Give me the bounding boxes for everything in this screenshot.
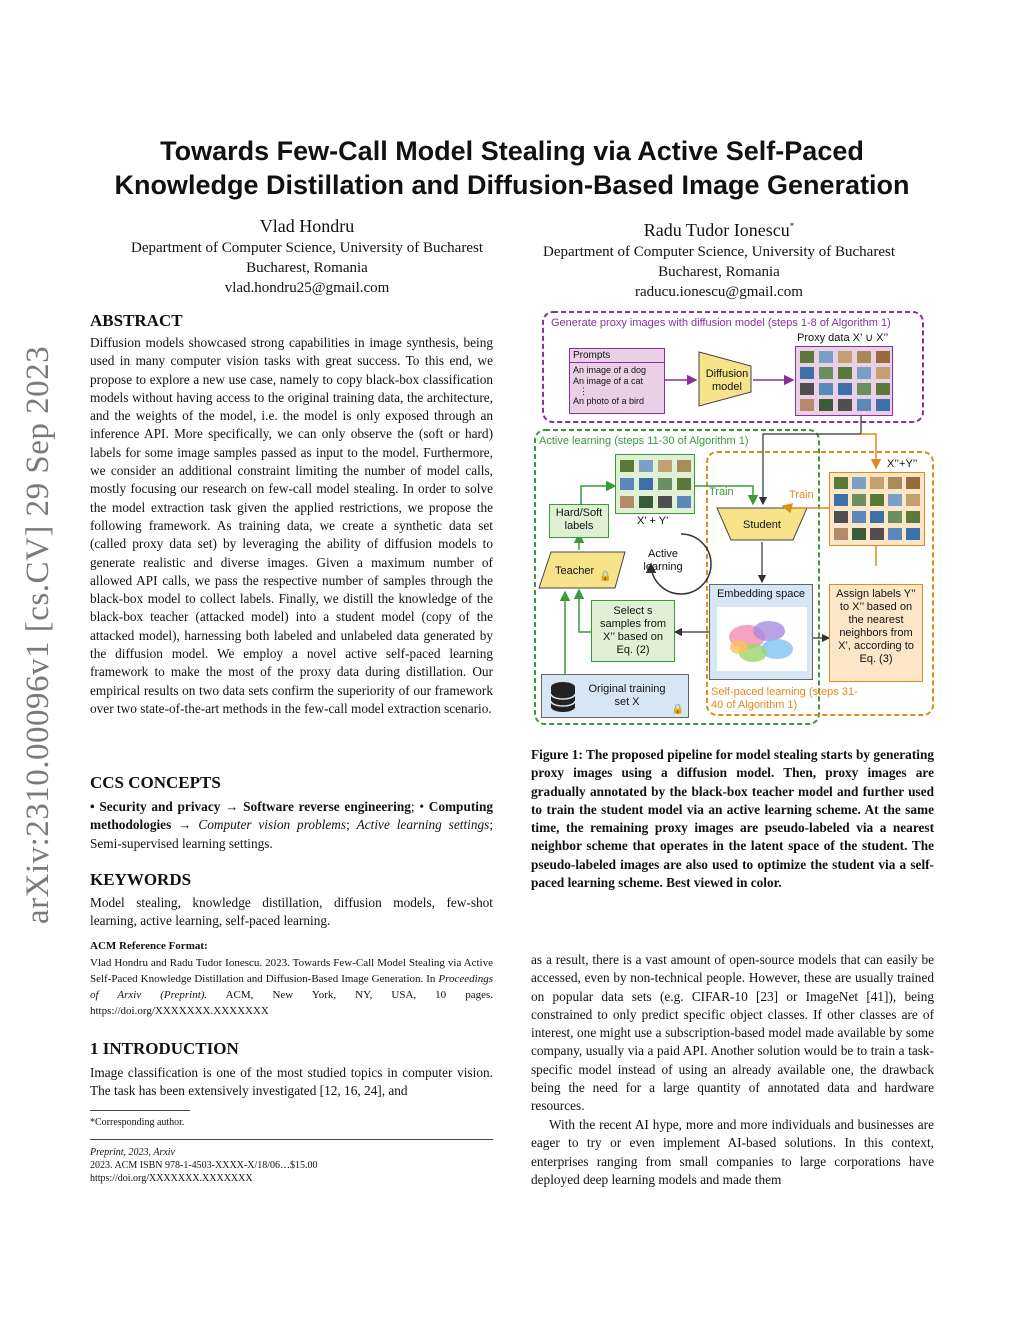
lock-icon: 🔒 bbox=[671, 704, 684, 715]
embedding-space-box bbox=[709, 584, 813, 680]
labeled-image-grid bbox=[615, 454, 695, 514]
proxy-image-thumbnail bbox=[834, 494, 848, 506]
train-label-orange: Train bbox=[789, 489, 814, 501]
author-city: Bucharest, Romania bbox=[658, 264, 780, 280]
proxy-image-thumbnail bbox=[906, 477, 920, 489]
proxy-image-thumbnail bbox=[800, 383, 814, 395]
proxy-image-grid bbox=[795, 346, 893, 416]
proxy-image-thumbnail bbox=[800, 367, 814, 379]
pseudo-set-label: X’’+Y’’ bbox=[887, 458, 918, 470]
preprint-info: Preprint, 2023, Arxiv 2023. ACM ISBN 978-1-4503-XXXX-X/18/06…$15.00 https://doi.org/XXXXXXX.XXXXXXX bbox=[90, 1147, 318, 1184]
prompts-box bbox=[569, 348, 665, 414]
original-training-set-box bbox=[541, 674, 689, 718]
author-2 bbox=[512, 214, 926, 302]
author-email[interactable]: vlad.hondru25@gmail.com bbox=[224, 280, 390, 296]
proxy-image-thumbnail bbox=[857, 367, 871, 379]
proxy-image-thumbnail bbox=[639, 460, 653, 472]
proxy-image-thumbnail bbox=[800, 351, 814, 363]
original-training-label: Original training set X bbox=[588, 683, 666, 708]
proxy-image-thumbnail bbox=[852, 528, 866, 540]
proxy-image-thumbnail bbox=[677, 460, 691, 472]
prompt-dog: An image of a dog bbox=[573, 365, 647, 375]
figure-1 bbox=[531, 308, 941, 728]
proxy-image-thumbnail bbox=[870, 494, 884, 506]
assign-labels-box: Assign labels Y’’ to X’’ based on the nearest neighbors from X’, according to Eq. (3) bbox=[829, 584, 923, 682]
proxy-image-thumbnail bbox=[819, 367, 833, 379]
proxy-image-thumbnail bbox=[677, 496, 691, 508]
proxy-image-thumbnail bbox=[834, 528, 848, 540]
proxy-image-thumbnail bbox=[838, 383, 852, 395]
proxy-image-thumbnail bbox=[834, 511, 848, 523]
title-line-1: Towards Few-Call Model Stealing via Active Self-Paced bbox=[160, 136, 864, 166]
proxy-image-thumbnail bbox=[838, 399, 852, 411]
proxy-image-thumbnail bbox=[852, 511, 866, 523]
footnote: *Corresponding author. bbox=[90, 1117, 185, 1128]
proxy-image-thumbnail bbox=[876, 383, 890, 395]
author-dept: Department of Computer Science, University of Bucharest bbox=[131, 240, 483, 256]
proxy-image-thumbnail bbox=[852, 477, 866, 489]
intro-paragraph-1: as a result, there is a vast amount of open-source models that can easily be accessed, even by non-technical people. However, these are usually trained on popular data sets (e.g. CIFAR-10 [23] or ImageNet [41]), being constrained to only predict specific object classes. If other classes are of interest, one might use a subscription-based model made available by some company, usually via a paid API. Another solution would be to train a task-specific model instead of using an already available one, the drawback being the need for a large quantity of annotated data and hardware resources. bbox=[531, 952, 934, 1114]
proxy-image-thumbnail bbox=[838, 367, 852, 379]
proxy-image-thumbnail bbox=[906, 511, 920, 523]
abstract-heading: ABSTRACT bbox=[90, 311, 183, 330]
lock-icon: 🔒 bbox=[599, 571, 612, 582]
proxy-image-thumbnail bbox=[888, 528, 902, 540]
paper-title bbox=[60, 134, 964, 202]
proxy-image-thumbnail bbox=[639, 496, 653, 508]
proxy-image-thumbnail bbox=[838, 351, 852, 363]
prompts-title: Prompts bbox=[570, 349, 664, 363]
figure-caption: Figure 1: The proposed pipeline for model stealing starts by generating proxy images using a diffusion model. Then, proxy images are gradually annotated by the black-box teacher model and further used to train the student model via an active learning scheme. At the same time, the remaining proxy images are pseudo-labeled via a nearest neighbor scheme that operates in the latent space of the student. The pseudo-labeled images are also used to optimize the student via a self-paced learning scheme. Best viewed in color. bbox=[531, 747, 934, 891]
acm-ref-heading: ACM Reference Format: bbox=[90, 940, 208, 952]
arxiv-stamp: arXiv:2310.00096v1 [cs.CV] 29 Sep 2023 bbox=[20, 345, 56, 924]
proxy-image-thumbnail bbox=[819, 383, 833, 395]
active-learning-label: Active learning bbox=[643, 548, 683, 573]
ccs-heading: CCS CONCEPTS bbox=[90, 773, 221, 792]
proxy-image-thumbnail bbox=[876, 367, 890, 379]
proxy-image-thumbnail bbox=[906, 528, 920, 540]
proxy-image-thumbnail bbox=[876, 351, 890, 363]
generate-label: Generate proxy images with diffusion model (steps 1-8 of Algorithm 1) bbox=[551, 317, 891, 329]
teacher-label: Teacher bbox=[555, 565, 595, 577]
proxy-image-thumbnail bbox=[870, 528, 884, 540]
pseudo-labeled-image-grid bbox=[829, 472, 925, 546]
proxy-image-thumbnail bbox=[906, 494, 920, 506]
proxy-image-thumbnail bbox=[620, 496, 634, 508]
diffusion-label: Diffusion model bbox=[705, 368, 749, 393]
author-city: Bucharest, Romania bbox=[246, 260, 368, 276]
proxy-image-thumbnail bbox=[658, 478, 672, 490]
proxy-image-thumbnail bbox=[658, 460, 672, 472]
train-label-green: Train bbox=[709, 486, 734, 498]
embedding-scatter bbox=[717, 607, 807, 671]
prompt-ellipsis: ⋮ bbox=[579, 386, 588, 396]
self-paced-label: Self-paced learning (steps 31-40 of Algorithm 1) bbox=[711, 686, 858, 711]
proxy-image-thumbnail bbox=[620, 478, 634, 490]
prompt-bird: An photo of a bird bbox=[573, 396, 645, 406]
embedding-label: Embedding space bbox=[716, 588, 806, 600]
proxy-image-thumbnail bbox=[857, 383, 871, 395]
proxy-image-thumbnail bbox=[876, 399, 890, 411]
proxy-image-thumbnail bbox=[819, 399, 833, 411]
proxy-image-thumbnail bbox=[870, 511, 884, 523]
hard-soft-labels-box: Hard/Soft labels bbox=[549, 504, 609, 538]
intro-text: Image classification is one of the most studied topics in computer vision. The task has been extensively investigated [12, 16, 24], and bbox=[90, 1065, 493, 1099]
labeled-set-label: X’ + Y’ bbox=[637, 515, 669, 527]
intro-heading: 1 INTRODUCTION bbox=[90, 1039, 239, 1058]
proxy-image-thumbnail bbox=[870, 477, 884, 489]
database-icon bbox=[548, 681, 578, 713]
proxy-data-label: Proxy data X’ ∪ X’’ bbox=[797, 332, 889, 344]
proxy-image-thumbnail bbox=[888, 494, 902, 506]
proxy-image-thumbnail bbox=[834, 477, 848, 489]
proxy-image-thumbnail bbox=[800, 399, 814, 411]
proxy-image-thumbnail bbox=[639, 478, 653, 490]
keywords-text: Model stealing, knowledge distillation, diffusion models, few-shot learning, active learning, self-paced learning. bbox=[90, 895, 493, 929]
proxy-image-thumbnail bbox=[888, 477, 902, 489]
author-1 bbox=[100, 214, 514, 298]
proxy-image-thumbnail bbox=[658, 496, 672, 508]
author-name: Radu Tudor Ionescu* bbox=[643, 220, 795, 240]
prompt-cat: An image of a cat bbox=[573, 376, 644, 386]
author-name: Vlad Hondru bbox=[259, 216, 355, 236]
proxy-image-thumbnail bbox=[888, 511, 902, 523]
author-email[interactable]: raducu.ionescu@gmail.com bbox=[635, 284, 803, 300]
ccs-text: • Security and privacy → Software reverse engineering; • Computing methodologies → Computer vision problems; Active learning settings; Semi-supervised learning settings. bbox=[90, 799, 494, 851]
keywords-heading: KEYWORDS bbox=[90, 870, 192, 889]
footnote-rule bbox=[90, 1110, 190, 1111]
intro-paragraph-2: With the recent AI hype, more and more individuals and businesses are eager to try or even implement AI-based solutions. In this context, enterprises ranging from small companies to large corporations have deployed deep learning models and made them bbox=[531, 1117, 934, 1187]
acm-ref-text: Vlad Hondru and Radu Tudor Ionescu. 2023. Towards Few-Call Model Stealing via Active Self-Paced Knowledge Distillation and Diffusion-Based Image Generation. In Proceedings of Arxiv (Preprint). ACM, New York, NY, USA, 10 pages. https://doi.org/XXXXXXX.XXXXXXX bbox=[90, 957, 493, 1017]
proxy-image-thumbnail bbox=[677, 478, 691, 490]
proxy-image-thumbnail bbox=[857, 399, 871, 411]
proxy-image-thumbnail bbox=[620, 460, 634, 472]
title-line-2: Knowledge Distillation and Diffusion-Based Image Generation bbox=[114, 170, 910, 200]
student-label: Student bbox=[743, 519, 781, 531]
abstract-text: Diffusion models showcased strong capabilities in image synthesis, being used in many computer vision tasks with great success. To this end, we propose to explore a new use case, namely to copy black-box classification models without having access to the original training data, the architecture, and the weights of the model, i.e. the model is only exposed through an inference API. More specifically, we can only observe the (soft or hard) labels for some image samples passed as input to the model. Furthermore, we consider an additional constraint limiting the number of model calls, mostly focusing our research on few-call model stealing. In order to solve the model extraction task given the applied restrictions, we propose the following framework. As training data, we create a synthetic data set (called proxy data set) by leveraging the ability of diffusion models to generate realistic and diverse images. Given a maximum number of allowed API calls, we pass the respective number of samples through the black-box model to collect labels. Finally, we distill the knowledge of the black-box teacher (attacked model) into a student model (copy of the attacked model), harnessing both labeled and unlabeled data generated by the diffusion model. We employ a novel active self-paced learning framework to make the most of the proxy data during distillation. Our empirical results on two data sets confirm the superiority of our framework over two state-of-the-art methods in the few-call model extraction scenario. bbox=[90, 335, 493, 716]
active-region-label: Active learning (steps 11-30 of Algorithm 1) bbox=[539, 435, 749, 447]
preprint-rule bbox=[90, 1139, 493, 1140]
proxy-image-thumbnail bbox=[852, 494, 866, 506]
proxy-image-thumbnail bbox=[857, 351, 871, 363]
select-samples-box: Select s samples from X’’ based on Eq. (2) bbox=[591, 600, 675, 662]
proxy-image-thumbnail bbox=[819, 351, 833, 363]
author-dept: Department of Computer Science, University of Bucharest bbox=[543, 244, 895, 260]
